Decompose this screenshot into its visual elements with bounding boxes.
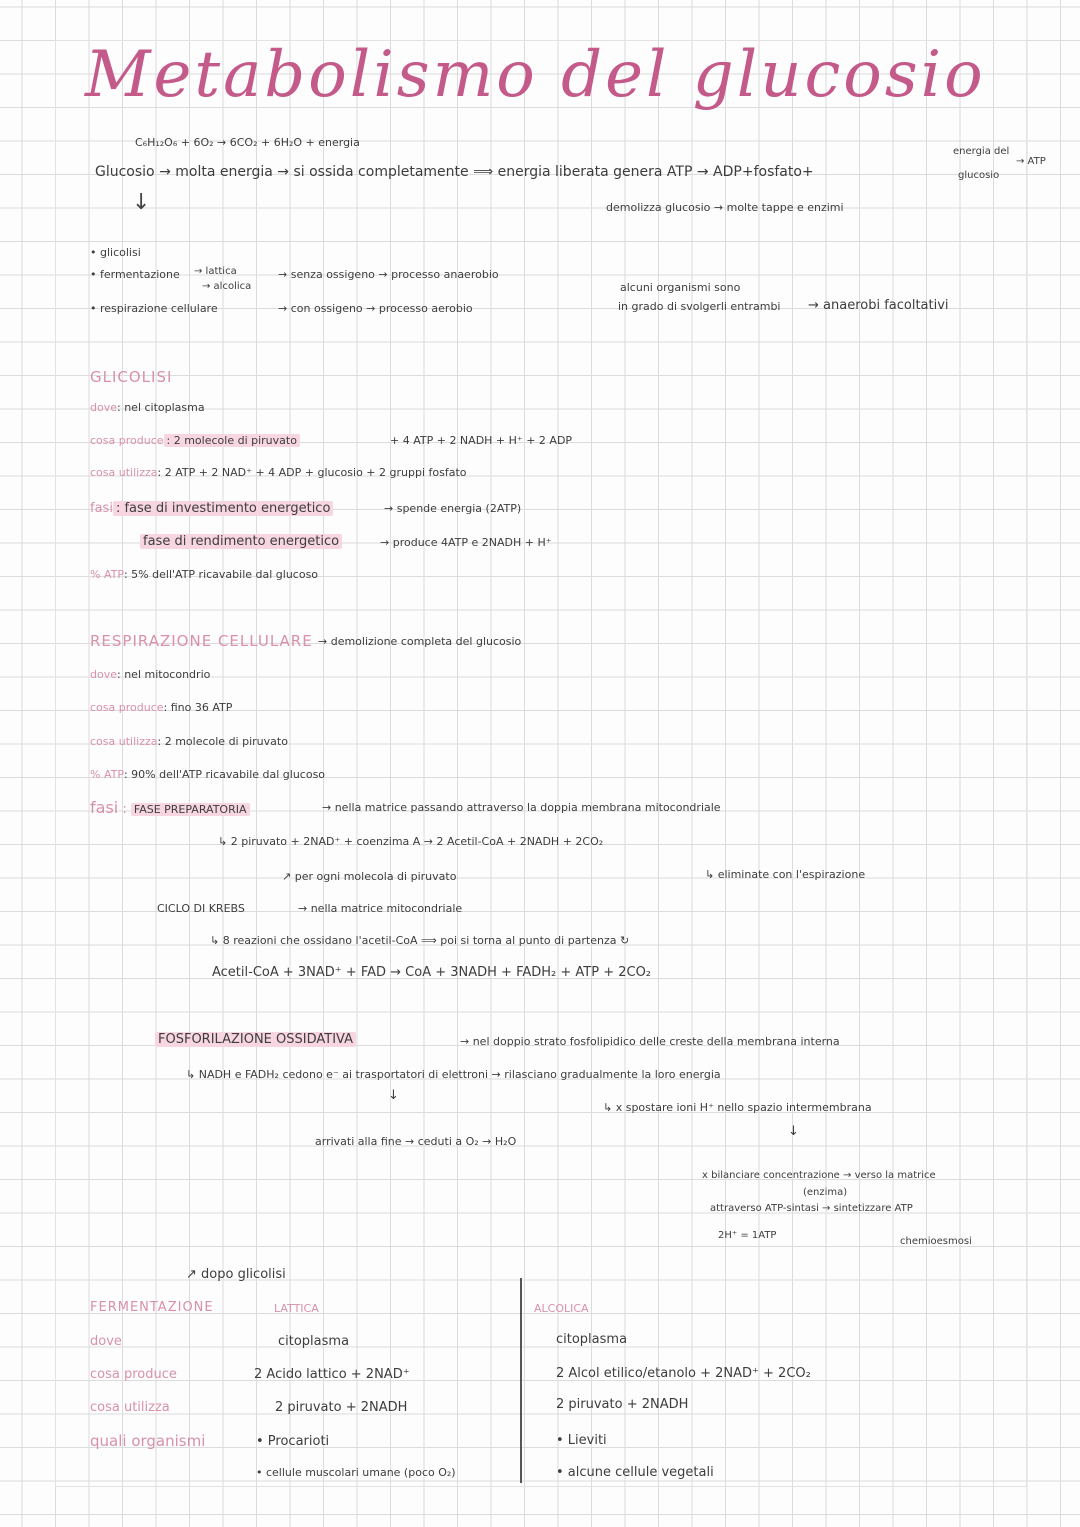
lattica-produce: 2 Acido lattico + 2NAD⁺ [254,1367,410,1382]
page-title: Metabolismo del glucosio [85,38,986,112]
respirazione-dove: dove: nel mitocondrio [90,668,211,681]
column-divider [520,1278,522,1483]
path-alcuni: alcuni organismi sono [620,281,741,294]
dopo-glicolisi: ↗ dopo glicolisi [186,1267,286,1282]
path-anaerobi: → anaerobi facoltativi [808,298,949,313]
respirazione-produce: cosa produce: fino 36 ATP [90,701,233,714]
fosforilazione: FOSFORILAZIONE OSSIDATIVA [155,1032,356,1048]
down-arrow-icon: ↓ [388,1088,399,1103]
glicolisi-heading: GLICOLISI [90,368,173,386]
lattica-utilizza: 2 piruvato + 2NADH [275,1400,408,1415]
intro-line: Glucosio → molta energia → si ossida completamente ⟹ energia liberata genera ATP → ADP+fosfato+ [95,164,814,180]
lattica-heading: LATTICA [274,1302,319,1315]
to-atp-note: → ATP [1016,156,1046,167]
path-con: → con ossigeno → processo aerobio [278,302,473,315]
path-fermentazione: • fermentazione [90,268,180,281]
path-glicolisi: • glicolisi [90,246,141,259]
krebs-rest: → nella matrice mitocondriale [298,902,463,915]
lattica-dove: citoplasma [278,1334,350,1349]
path-lattica: → lattica [194,266,237,277]
path-senza: → senza ossigeno → processo anaerobio [278,268,499,281]
glicolisi-dove: dove: nel citoplasma [90,401,205,414]
glicolisi-fase2-rest: → produce 4ATP e 2NADH + H⁺ [380,536,552,549]
krebs-equation: Acetil-CoA + 3NAD⁺ + FAD → CoA + 3NADH + FADH₂ + ATP + 2CO₂ [212,965,652,980]
path-alcolica: → alcolica [202,281,252,292]
respirazione-heading: RESPIRAZIONE CELLULARE [90,632,313,650]
fase-preparatoria-rest: → nella matrice passando attraverso la doppia membrana mitocondriale [322,801,721,814]
row-utilizza: cosa utilizza [90,1400,170,1415]
row-dove: dove [90,1334,122,1349]
arrivati-note: arrivati alla fine → ceduti a O₂ → H₂O [315,1135,517,1148]
preparatoria-equation: ↳ 2 piruvato + 2NAD⁺ + coenzima A → 2 Acetil-CoA + 2NADH + 2CO₂ [218,835,604,848]
per-ogni-note: ↗ per ogni molecola di piruvato [282,870,457,883]
glicolisi-atp: % ATP: 5% dell'ATP ricavabile dal glucoso [90,568,319,581]
attraverso-note: attraverso ATP-sintasi → sintetizzare ATP [710,1203,913,1214]
enzima-note: (enzima) [803,1187,848,1198]
glicolisi-utilizza: cosa utilizza: 2 ATP + 2 NAD⁺ + 4 ADP + glucosio + 2 gruppi fosfato [90,466,467,479]
fosforilazione-rest: → nel doppio strato fosfolipidico delle creste della membrana interna [460,1035,840,1048]
alcolica-produce: 2 Alcol etilico/etanolo + 2NAD⁺ + 2CO₂ [556,1366,811,1381]
alcolica-heading: ALCOLICA [534,1302,589,1315]
alcolica-utilizza: 2 piruvato + 2NADH [556,1397,689,1412]
glucosio-note: glucosio [958,170,1000,181]
chemioesmosi-note: chemioesmosi [900,1236,972,1247]
lattica-organismi-1: • Procarioti [256,1434,330,1449]
glicolisi-fase1: fasi : fase di investimento energetico [90,501,333,517]
fase-preparatoria: fasi : FASE PREPARATORIA [90,798,250,818]
path-ingrado: in grado di svolgerli entrambi [618,300,781,313]
fermentazione-heading: FERMENTAZIONE [90,1300,214,1315]
ratio-note: 2H⁺ = 1ATP [718,1230,777,1241]
alcolica-organismi-1: • Lieviti [556,1433,607,1448]
glicolisi-produce: cosa produce : 2 molecole di piruvato [90,434,300,447]
row-organismi: quali organismi [90,1432,206,1450]
alcolica-organismi-2: • alcune cellule vegetali [556,1465,714,1480]
krebs-reazioni: ↳ 8 reazioni che ossidano l'acetil-CoA ⟹ poi si torna al punto di partenza ↻ [210,934,630,947]
demolizza-note: demolizza glucosio → molte tappe e enzimi [606,201,844,214]
row-produce: cosa produce [90,1367,177,1382]
glicolisi-fase2: fase di rendimento energetico [140,534,342,550]
down-arrow-icon: ↓ [788,1124,799,1139]
lattica-organismi-2: • cellule muscolari umane (poco O₂) [256,1466,456,1479]
ciclo-krebs: CICLO DI KREBS [157,902,245,915]
path-respirazione: • respirazione cellulare [90,302,218,315]
respirazione-utilizza: cosa utilizza: 2 molecole di piruvato [90,735,288,748]
energia-del-note: energia del [953,146,1010,157]
glicolisi-produce-rest: + 4 ATP + 2 NADH + H⁺ + 2 ADP [390,434,573,447]
fosforilazione-line2: ↳ NADH e FADH₂ cedono e⁻ ai trasportatori di elettroni → rilasciano gradualmente la loro energia [186,1068,721,1081]
respirazione-heading-rest: → demolizione completa del glucosio [318,635,522,648]
eliminate-note: ↳ eliminate con l'espirazione [705,868,866,881]
glicolisi-fase1-rest: → spende energia (2ATP) [384,502,522,515]
alcolica-dove: citoplasma [556,1332,628,1347]
glucose-equation: C₆H₁₂O₆ + 6O₂ → 6CO₂ + 6H₂O + energia [135,136,360,149]
respirazione-atp: % ATP: 90% dell'ATP ricavabile dal glucoso [90,768,326,781]
bilanciare-note: x bilanciare concentrazione → verso la matrice [702,1170,936,1181]
down-arrow-icon: ↓ [132,190,151,215]
spostare-note: ↳ x spostare ioni H⁺ nello spazio intermembrana [603,1101,872,1114]
